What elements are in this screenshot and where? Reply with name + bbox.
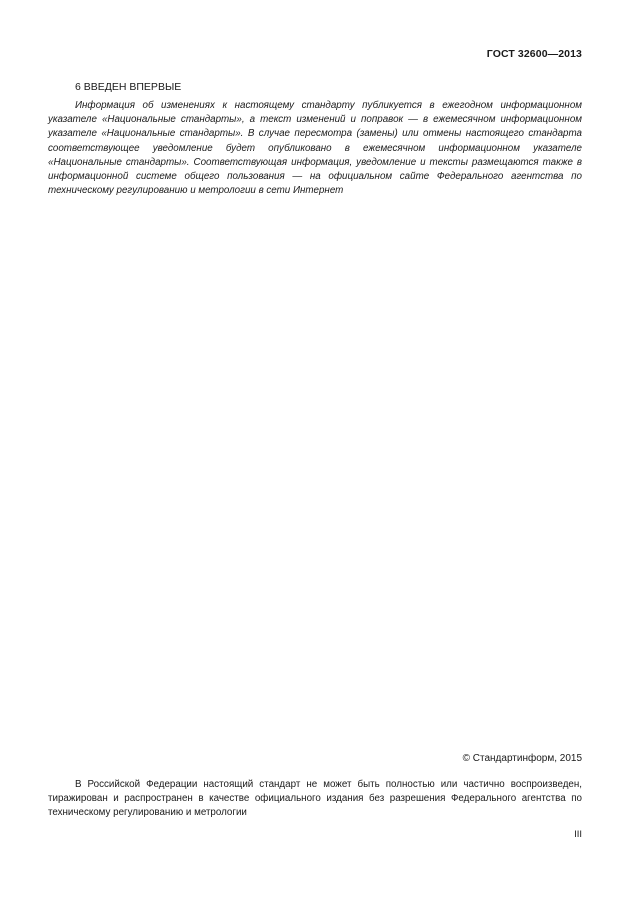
copyright-notice: © Стандартинформ, 2015	[462, 753, 582, 764]
amendments-info-paragraph: Информация об изменениях к настоящему стандарту публикуется в ежегодном информационном указателе «Национальные стандарты», а текст изменений и поправок — в ежемесячном информационном указателе «Национальные стандарты». В случае пересмотра (замены) или отмены настоящего стандарта соответствующее уведомление будет опубликовано в ежемесячном информационном указателе «Национальные стандарты». Соответствующая информация, уведомление и тексты размещаются также в информационной системе общего пользования — на официальном сайте Федерального агентства по техническому регулированию и метрологии в сети Интернет	[48, 100, 582, 197]
item-6-introduced: 6 ВВЕДЕН ВПЕРВЫЕ	[75, 81, 182, 93]
standard-code: ГОСТ 32600—2013	[486, 48, 582, 60]
reproduction-rights-paragraph: В Российской Федерации настоящий стандарт не может быть полностью или частично воспроизведен, тиражирован и распространен в качестве официального издания без разрешения Федерального агентства по техническому регулированию и метрологии	[48, 779, 582, 819]
page-number: III	[574, 829, 582, 840]
